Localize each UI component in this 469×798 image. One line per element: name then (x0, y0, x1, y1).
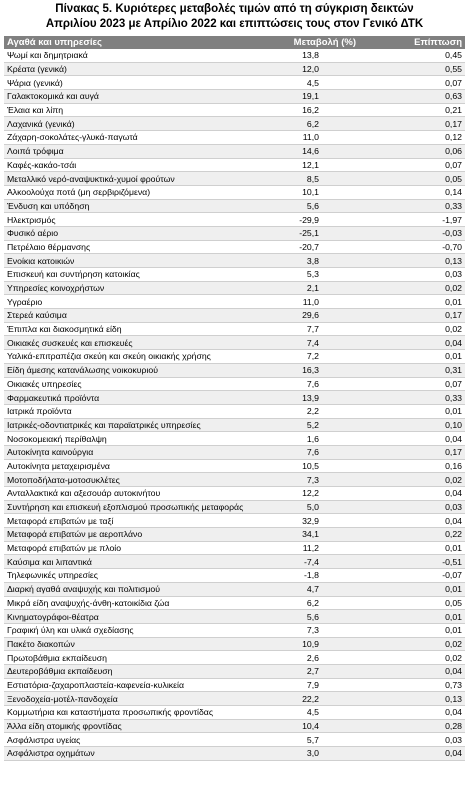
cell-impact: 0,16 (359, 459, 465, 473)
table-row (4, 199, 465, 213)
cell-impact: 0,14 (359, 185, 465, 199)
cell-item: Φυσικό αέριο (4, 226, 275, 240)
cell-change: 16,3 (275, 363, 359, 377)
cell-impact: 0,31 (359, 363, 465, 377)
table-row (4, 719, 465, 733)
cell-change: 16,2 (275, 103, 359, 117)
cell-change: 7,6 (275, 377, 359, 391)
table-row (4, 692, 465, 706)
title-line-2: Απριλίου 2023 με Απρίλιο 2022 και επιπτώσεις τους στον Γενικό ΔΤΚ (45, 18, 424, 30)
cell-change: 29,6 (275, 309, 359, 323)
cell-item: Πετρέλαιο θέρμανσης (4, 240, 275, 254)
table-row (4, 363, 465, 377)
cell-impact: 0,13 (359, 692, 465, 706)
cell-change: 10,4 (275, 719, 359, 733)
cell-change: 6,2 (275, 596, 359, 610)
cell-change: 7,7 (275, 322, 359, 336)
cell-change: 7,3 (275, 623, 359, 637)
cell-change: 5,2 (275, 418, 359, 432)
cell-impact: -0,51 (359, 555, 465, 569)
table-row (4, 706, 465, 720)
cell-item: Ανταλλακτικά και αξεσουάρ αυτοκινήτου (4, 487, 275, 501)
cell-change: -7,4 (275, 555, 359, 569)
table-row (4, 637, 465, 651)
cell-impact: 0,01 (359, 350, 465, 364)
cell-item: Στερεά καύσιμα (4, 309, 275, 323)
cell-item: Πρωτοβάθμια εκπαίδευση (4, 651, 275, 665)
table-row (4, 610, 465, 624)
cell-change: 2,6 (275, 651, 359, 665)
cell-change: 7,4 (275, 336, 359, 350)
cell-change: 12,0 (275, 62, 359, 76)
cell-item: Ξενοδοχεία-μοτέλ-πανδοχεία (4, 692, 275, 706)
table-row (4, 459, 465, 473)
table-row (4, 350, 465, 364)
cell-impact: 0,01 (359, 623, 465, 637)
cell-impact: 0,07 (359, 158, 465, 172)
table-row (4, 295, 465, 309)
cell-impact: 0,17 (359, 117, 465, 131)
table-row (4, 582, 465, 596)
table-row (4, 445, 465, 459)
cell-impact: 0,07 (359, 377, 465, 391)
cell-item: Υπηρεσίες κοινοχρήστων (4, 281, 275, 295)
cell-impact: -0,07 (359, 569, 465, 583)
cell-change: 10,5 (275, 459, 359, 473)
table-row (4, 377, 465, 391)
cell-item: Πακέτο διακοπών (4, 637, 275, 651)
table-row (4, 172, 465, 186)
cell-item: Ψάρια (γενικά) (4, 76, 275, 90)
cell-item: Λαχανικά (γενικά) (4, 117, 275, 131)
table-row (4, 404, 465, 418)
header-row (4, 36, 465, 49)
cell-impact: 0,10 (359, 418, 465, 432)
cell-change: 5,7 (275, 733, 359, 747)
cell-impact: 0,03 (359, 733, 465, 747)
cell-change: 22,2 (275, 692, 359, 706)
cell-impact: 0,01 (359, 541, 465, 555)
cell-impact: 0,17 (359, 445, 465, 459)
table-row (4, 391, 465, 405)
cell-item: Ενοίκια κατοικιών (4, 254, 275, 268)
table-row (4, 268, 465, 282)
cell-change: 1,6 (275, 432, 359, 446)
table-row (4, 678, 465, 692)
cell-item: Ιατρικά προϊόντα (4, 404, 275, 418)
cell-impact: 0,02 (359, 473, 465, 487)
cell-item: Κομμωτήρια και καταστήματα προσωπικής φροντίδας (4, 706, 275, 720)
table-row (4, 226, 465, 240)
cell-change: 5,6 (275, 199, 359, 213)
cell-item: Υαλικά-επιτραπέζια σκεύη και σκεύη οικιακής χρήσης (4, 350, 275, 364)
cell-item: Ασφάλιστρα υγείας (4, 733, 275, 747)
cell-item: Αυτοκίνητα μεταχειρισμένα (4, 459, 275, 473)
cell-impact: 0,04 (359, 514, 465, 528)
table-row (4, 747, 465, 761)
cell-item: Άλλα είδη ατομικής φροντίδας (4, 719, 275, 733)
cell-item: Είδη άμεσης κατανάλωσης νοικοκυριού (4, 363, 275, 377)
table-row (4, 76, 465, 90)
table-row (4, 240, 465, 254)
table-row (4, 281, 465, 295)
cell-impact: 0,05 (359, 172, 465, 186)
cell-item: Μεταφορά επιβατών με αεροπλάνο (4, 528, 275, 542)
cell-change: 14,6 (275, 144, 359, 158)
cell-item: Ιατρικές-οδοντιατρικές και παραϊατρικές υπηρεσίες (4, 418, 275, 432)
cell-change: 4,7 (275, 582, 359, 596)
table-row (4, 596, 465, 610)
table-row (4, 528, 465, 542)
table-row (4, 418, 465, 432)
cell-change: 32,9 (275, 514, 359, 528)
cell-item: Τηλεφωνικές υπηρεσίες (4, 569, 275, 583)
cell-impact: 0,12 (359, 131, 465, 145)
cell-change: 13,9 (275, 391, 359, 405)
cell-change: 10,1 (275, 185, 359, 199)
cell-item: Επισκευή και συντήρηση κατοικίας (4, 268, 275, 282)
cell-item: Κινηματογράφοι-θέατρα (4, 610, 275, 624)
cell-impact: 0,55 (359, 62, 465, 76)
cell-item: Έλαια και λίπη (4, 103, 275, 117)
cell-item: Δευτεροβάθμια εκπαίδευση (4, 664, 275, 678)
cell-impact: 0,02 (359, 322, 465, 336)
cell-change: 3,0 (275, 747, 359, 761)
cell-item: Αυτοκίνητα καινούργια (4, 445, 275, 459)
table-row (4, 144, 465, 158)
table-row (4, 541, 465, 555)
cell-impact: 0,63 (359, 90, 465, 104)
table-row (4, 309, 465, 323)
table-row (4, 664, 465, 678)
cell-change: 13,8 (275, 49, 359, 62)
cell-change: 2,2 (275, 404, 359, 418)
cell-change: 7,2 (275, 350, 359, 364)
cell-change: 7,9 (275, 678, 359, 692)
cell-impact: 0,04 (359, 664, 465, 678)
cell-change: 6,2 (275, 117, 359, 131)
table-row (4, 158, 465, 172)
cell-impact: 0,01 (359, 404, 465, 418)
cell-change: 11,0 (275, 295, 359, 309)
cell-change: 34,1 (275, 528, 359, 542)
cell-impact: 0,07 (359, 76, 465, 90)
cell-change: 7,3 (275, 473, 359, 487)
cell-impact: 0,05 (359, 596, 465, 610)
cell-impact: 0,04 (359, 432, 465, 446)
table-title (0, 0, 469, 36)
cell-item: Αλκοολούχα ποτά (μη σερβιριζόμενα) (4, 185, 275, 199)
table-row (4, 487, 465, 501)
cell-item: Υγραέριο (4, 295, 275, 309)
header-impact: Επίπτωση (359, 36, 465, 49)
cell-change: 4,5 (275, 76, 359, 90)
cell-change: 10,9 (275, 637, 359, 651)
cell-change: 7,6 (275, 445, 359, 459)
cell-item: Καφές-κακάο-τσάι (4, 158, 275, 172)
cell-impact: 0,02 (359, 651, 465, 665)
table-row (4, 555, 465, 569)
cell-impact: 0,33 (359, 199, 465, 213)
cell-impact: 0,04 (359, 706, 465, 720)
cell-change: 4,5 (275, 706, 359, 720)
cell-impact: 0,22 (359, 528, 465, 542)
cell-change: 12,2 (275, 487, 359, 501)
table-row (4, 213, 465, 227)
table-body (4, 49, 465, 760)
table-row (4, 651, 465, 665)
table-row (4, 131, 465, 145)
table-row (4, 473, 465, 487)
cell-item: Ηλεκτρισμός (4, 213, 275, 227)
cell-item: Λοιπά τρόφιμα (4, 144, 275, 158)
cell-item: Οικιακές υπηρεσίες (4, 377, 275, 391)
cell-impact: 0,21 (359, 103, 465, 117)
table-row (4, 514, 465, 528)
cell-item: Φαρμακευτικά προϊόντα (4, 391, 275, 405)
cell-impact: 0,13 (359, 254, 465, 268)
cell-change: 12,1 (275, 158, 359, 172)
cell-change: 8,5 (275, 172, 359, 186)
table-row (4, 90, 465, 104)
table-row (4, 322, 465, 336)
cell-item: Νοσοκομειακή περίθαλψη (4, 432, 275, 446)
cell-item: Συντήρηση και επισκευή εξοπλισμού προσωπικής μεταφοράς (4, 500, 275, 514)
cell-change: 11,0 (275, 131, 359, 145)
cell-impact: 0,45 (359, 49, 465, 62)
cell-impact: 0,06 (359, 144, 465, 158)
table-row (4, 254, 465, 268)
cell-item: Οικιακές συσκευές και επισκευές (4, 336, 275, 350)
cell-impact: -0,70 (359, 240, 465, 254)
cell-item: Ζάχαρη-σοκολάτες-γλυκά-παγωτά (4, 131, 275, 145)
cell-item: Διαρκή αγαθά αναψυχής και πολιτισμού (4, 582, 275, 596)
cell-impact: 0,01 (359, 295, 465, 309)
cell-item: Μεταλλικό νερό-αναψυκτικά-χυμοί φρούτων (4, 172, 275, 186)
cell-impact: 0,02 (359, 637, 465, 651)
cell-impact: 0,04 (359, 487, 465, 501)
cell-change: 19,1 (275, 90, 359, 104)
cell-change: 5,0 (275, 500, 359, 514)
cell-impact: 0,01 (359, 582, 465, 596)
cell-item: Μεταφορά επιβατών με ταξί (4, 514, 275, 528)
table-row (4, 103, 465, 117)
title-line-1: Πίνακας 5. Κυριότερες μεταβολές τιμών από τη σύγκριση δεικτών (55, 3, 414, 15)
cell-change: 11,2 (275, 541, 359, 555)
cell-change: 5,3 (275, 268, 359, 282)
cell-item: Μεταφορά επιβατών με πλοίο (4, 541, 275, 555)
cell-change: 2,7 (275, 664, 359, 678)
cell-impact: 0,03 (359, 500, 465, 514)
cell-item: Μοτοποδήλατα-μοτοσυκλέτες (4, 473, 275, 487)
cell-impact: 0,73 (359, 678, 465, 692)
cell-item: Μικρά είδη αναψυχής-άνθη-κατοικίδια ζώα (4, 596, 275, 610)
table-row (4, 49, 465, 62)
cell-impact: 0,01 (359, 610, 465, 624)
table-row (4, 185, 465, 199)
cell-item: Καύσιμα και λιπαντικά (4, 555, 275, 569)
cell-item: Γαλακτοκομικά και αυγά (4, 90, 275, 104)
cell-impact: 0,04 (359, 336, 465, 350)
table-row (4, 117, 465, 131)
cell-item: Εστιατόρια-ζαχαροπλαστεία-καφενεία-κυλικεία (4, 678, 275, 692)
cell-impact: 0,17 (359, 309, 465, 323)
cell-item: Κρέατα (γενικά) (4, 62, 275, 76)
cell-item: Γραφική ύλη και υλικά σχεδίασης (4, 623, 275, 637)
cell-impact: 0,28 (359, 719, 465, 733)
header-goods-services: Αγαθά και υπηρεσίες (4, 36, 275, 49)
cell-impact: -0,03 (359, 226, 465, 240)
cell-change: 5,6 (275, 610, 359, 624)
cell-impact: 0,04 (359, 747, 465, 761)
cell-change: -20,7 (275, 240, 359, 254)
table-row (4, 336, 465, 350)
cell-impact: 0,33 (359, 391, 465, 405)
cell-change: -29,9 (275, 213, 359, 227)
cell-impact: 0,03 (359, 268, 465, 282)
cell-change: 3,8 (275, 254, 359, 268)
cell-change: -25,1 (275, 226, 359, 240)
cell-change: -1,8 (275, 569, 359, 583)
header-change-percent: Μεταβολή (%) (275, 36, 359, 49)
table-row (4, 623, 465, 637)
table-row (4, 733, 465, 747)
cell-impact: 0,02 (359, 281, 465, 295)
cell-item: Ένδυση και υπόδηση (4, 199, 275, 213)
cell-item: Ασφάλιστρα οχημάτων (4, 747, 275, 761)
cell-change: 2,1 (275, 281, 359, 295)
table-row (4, 569, 465, 583)
cell-item: Ψωμί και δημητριακά (4, 49, 275, 62)
table-row (4, 62, 465, 76)
cell-item: Έπιπλα και διακοσμητικά είδη (4, 322, 275, 336)
table-row (4, 432, 465, 446)
table-row (4, 500, 465, 514)
price-changes-table (4, 36, 465, 761)
cell-impact: -1,97 (359, 213, 465, 227)
